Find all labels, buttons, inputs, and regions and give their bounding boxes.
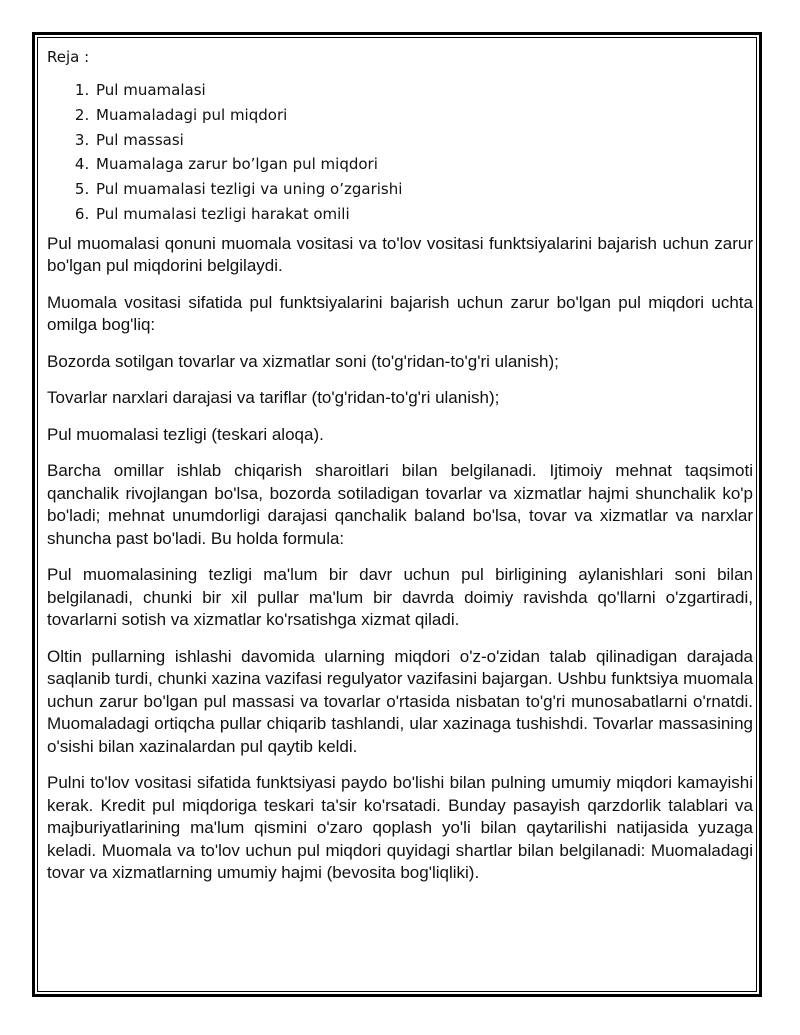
plan-item: 1. Pul muamalasi (94, 78, 753, 103)
plan-title: Reja : (47, 48, 90, 66)
document-body (47, 46, 753, 899)
paragraph: Pul muomalasi tezligi (teskari aloqa). (47, 424, 324, 444)
plan-item: 6. Pul mumalasi tezligi harakat omili (94, 202, 753, 227)
plan-item: 3. Pul massasi (94, 128, 753, 153)
paragraph: Bozorda sotilgan tovarlar va xizmatlar soni (to'g'ridan-to'g'ri ulanish); (47, 351, 559, 371)
paragraph: Muomala vositasi sifatida pul funktsiyalarini bajarish uchun zarur bo'lgan pul miqdori uchta omilga bog'liq: (47, 292, 753, 335)
paragraph: Oltin pullarning ishlashi davomida ularning miqdori o'z-o'zidan talab qilinadigan darajada saqlanib turdi, chunki xazina vazifasi regulyator vazifasini bajargan. Ushbu funktsiya muomala uchun zarur bo'lgan pul massasi va tovarlar o'rtasida nisbatan to'g'ri munosabatlarni o'rnatdi. Muomaladagi ortiqcha pullar chiqarib tashlandi, ular xazinaga tushishdi. Tovarlar massasining o'sishi bilan xazinalardan pul qaytib keldi. (47, 646, 753, 756)
paragraph: Pul muomalasining tezligi ma'lum bir davr uchun pul birligining aylanishlari soni bilan belgilanadi, chunki bir xil pullar ma'lum bir davrda doimiy ravishda qo'llarni o'zgartiradi, tovarlarni sotish va xizmatlar ko'rsatishga xizmat qiladi. (47, 565, 753, 630)
plan-list (47, 78, 753, 227)
plan-item: 2. Muamaladagi pul miqdori (94, 103, 753, 128)
plan-item: 4. Muamalaga zarur bo’lgan pul miqdori (94, 152, 753, 177)
paragraph: Pul muomalasi qonuni muomala vositasi va to'lov vositasi funktsiyalarini bajarish uchun zarur bo'lgan pul miqdorini belgilaydi. (47, 233, 753, 276)
plan-item: 5. Pul muamalasi tezligi va uning o’zgarishi (94, 177, 753, 202)
paragraph: Tovarlar narxlari darajasi va tariflar (to'g'ridan-to'g'ri ulanish); (47, 388, 500, 408)
paragraph: Pulni to'lov vositasi sifatida funktsiyasi paydo bo'lishi bilan pulning umumiy miqdori kamayishi kerak. Kredit pul miqdoriga teskari ta'sir ko'rsatadi. Bunday pasayish qarzdorlik talablari va majburiyatlarining ma'lum qismini o'zaro qoplash yo'li bilan qaytarilishi natijasida yuzaga keladi. Muomala va to'lov uchun pul miqdori quyidagi shartlar bilan belgilanadi: Muomaladagi tovar va xizmatlarning umumiy hajmi (bevosita bog'liqliki). (47, 773, 753, 883)
paragraph: Barcha omillar ishlab chiqarish sharoitlari bilan belgilanadi. Ijtimoiy mehnat taqsimoti qanchalik rivojlangan bo'lsa, bozorda sotiladigan tovarlar va xizmatlar hajmi shunchalik ko'p bo'ladi; mehnat unumdorligi darajasi qanchalik baland bo'lsa, tovar va xizmatlar va narxlar shuncha past bo'ladi. Bu holda formula: (47, 461, 753, 548)
